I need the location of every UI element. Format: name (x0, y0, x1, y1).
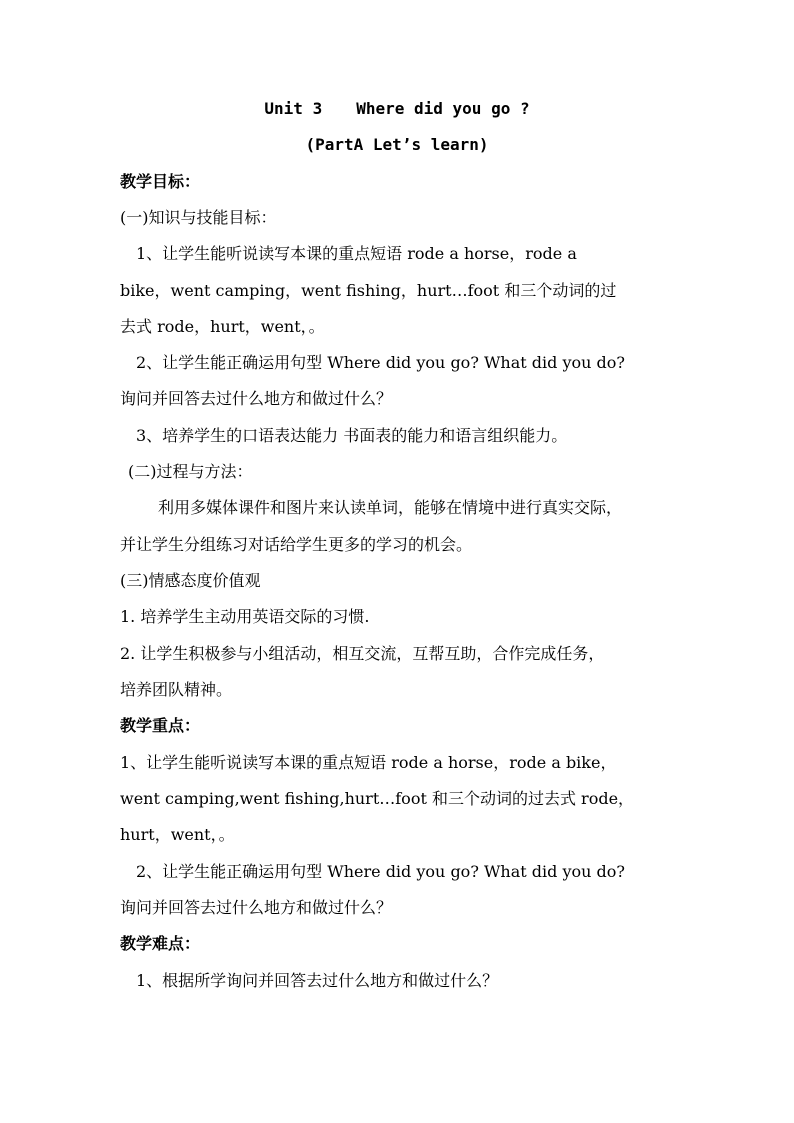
knowledge-item-1-line-2: bike，went camping，went fishing，hurt…foot 和三个动词的过 (120, 281, 617, 300)
knowledge-item-1-line-1: 1、让学生能听说读写本课的重点短语 rode a horse，rode a (136, 244, 577, 263)
emotion-item-1: 1. 培养学生主动用英语交际的习惯. (120, 607, 370, 626)
emotion-values-title: (三)情感态度价值观 (120, 571, 261, 590)
process-method-title: (二)过程与方法： (128, 462, 253, 481)
difficulty-item-1: 1、根据所学询问并回答去过什么地方和做过什么？ (136, 971, 499, 990)
objectives-heading: 教学目标： (120, 172, 201, 191)
key-point-2-line-2: 询问并回答去过什么地方和做过什么？ (120, 898, 393, 917)
emotion-item-2-line-1: 2. 让学生积极参与小组活动，相互交流，互帮互助，合作完成任务， (120, 644, 605, 663)
difficulties-heading: 教学难点： (120, 934, 201, 953)
knowledge-item-2-line-1: 2、让学生能正确运用句型 Where did you go? What did you do? (136, 353, 625, 372)
knowledge-item-1-line-3: 去式 rode，hurt，went，。 (120, 317, 325, 336)
key-point-2-line-1: 2、让学生能正确运用句型 Where did you go? What did you do? (136, 862, 625, 881)
key-point-1-line-2: went camping,went fishing,hurt…foot 和三个动词的过去式 rode， (120, 789, 635, 808)
unit-question: Where did you go ? (356, 99, 530, 118)
knowledge-item-2-line-2: 询问并回答去过什么地方和做过什么？ (120, 389, 393, 408)
document-subtitle: (PartA Let’s learn) (305, 135, 489, 154)
knowledge-skills-title: (一)知识与技能目标： (120, 208, 277, 227)
key-point-1-line-1: 1、让学生能听说读写本课的重点短语 rode a horse，rode a bike， (120, 753, 617, 772)
document-title (0, 98, 794, 120)
emotion-item-2-line-2: 培养团队精神。 (120, 680, 233, 699)
process-line-1: 利用多媒体课件和图片来认读单词，能够在情境中进行真实交际， (158, 498, 623, 517)
knowledge-item-3: 3、培养学生的口语表达能力 书面表的能力和语言组织能力。 (136, 426, 568, 445)
process-line-2: 并让学生分组练习对话给学生更多的学习的机会。 (120, 535, 473, 554)
key-points-heading: 教学重点： (120, 716, 201, 735)
unit-label: Unit 3 (264, 99, 323, 118)
key-point-1-line-3: hurt，went，。 (120, 825, 235, 844)
